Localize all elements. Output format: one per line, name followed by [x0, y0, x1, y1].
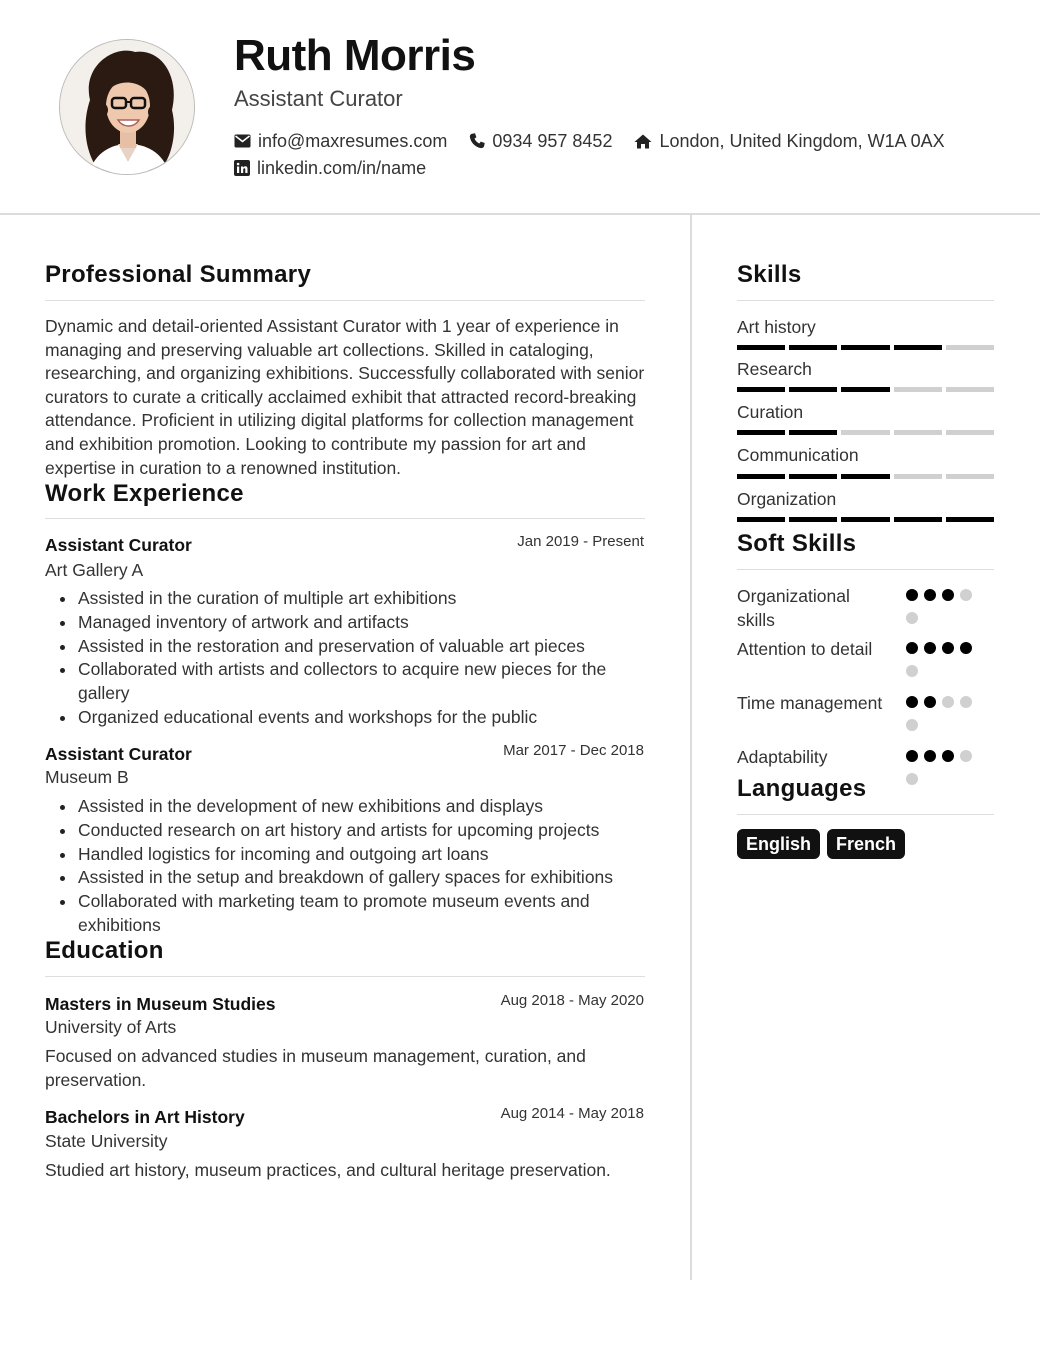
- list-item: Handled logistics for incoming and outgoing art loans: [78, 843, 643, 867]
- skill-level-bar: [737, 345, 994, 350]
- skill-name: Research: [737, 359, 812, 379]
- list-item: Collaborated with artists and collectors to acquire new pieces for the gallery: [78, 658, 643, 706]
- rating-dot-filled: [942, 642, 954, 654]
- skill-name: Art history: [737, 317, 816, 337]
- experience-rule: [45, 518, 645, 519]
- contact-email-text: info@maxresumes.com: [258, 131, 448, 151]
- skill-level-bar: [737, 430, 994, 435]
- list-item: Conducted research on art history and artists for upcoming projects: [78, 819, 643, 843]
- skill-segment-filled: [737, 430, 785, 435]
- school-name: State University: [45, 1131, 168, 1151]
- degree-description: Studied art history, museum practices, and cultural heritage preservation.: [45, 1160, 611, 1180]
- job-date: Jan 2019 - Present: [517, 533, 644, 550]
- rating-dot-filled: [906, 750, 918, 762]
- languages-rule: [737, 814, 994, 815]
- skill-level-bar: [737, 474, 994, 479]
- candidate-role: Assistant Curator: [234, 86, 403, 111]
- list-item: Assisted in the restoration and preservation of valuable art pieces: [78, 635, 643, 659]
- rating-dot-empty: [906, 773, 918, 785]
- soft-skill-name: Time management: [737, 693, 883, 713]
- soft-skill-name: Attention to detail: [737, 639, 873, 659]
- skills-heading: Skills: [737, 261, 802, 288]
- skill-segment-filled: [789, 387, 837, 392]
- education-heading: Education: [45, 937, 164, 964]
- contact-email[interactable]: [234, 130, 447, 152]
- contact-phone-text: 0934 957 8452: [492, 131, 613, 151]
- skill-segment-filled: [789, 517, 837, 522]
- skill-segment-filled: [737, 387, 785, 392]
- skill-segment-empty: [946, 430, 994, 435]
- language-tag-english: English: [737, 829, 820, 859]
- home-icon: [634, 134, 652, 149]
- degree-title: Bachelors in Art History: [45, 1107, 245, 1127]
- skill-segment-empty: [946, 474, 994, 479]
- contact-address-text: London, United Kingdom, W1A 0AX: [659, 131, 945, 151]
- rating-dot-empty: [960, 696, 972, 708]
- skill-segment-filled: [841, 517, 889, 522]
- school-name: University of Arts: [45, 1017, 177, 1037]
- rating-dot-filled: [906, 589, 918, 601]
- skill-segment-filled: [894, 345, 942, 350]
- contact-address: [634, 130, 944, 152]
- soft-skill-rating: [906, 642, 978, 677]
- soft-skill-rating: [906, 589, 978, 624]
- rating-dot-empty: [960, 589, 972, 601]
- skill-segment-filled: [841, 345, 889, 350]
- contact-row-primary: [234, 130, 967, 152]
- list-item: Managed inventory of artwork and artifacts: [78, 611, 643, 635]
- skill-segment-filled: [789, 474, 837, 479]
- list-item: Assisted in the curation of multiple art exhibitions: [78, 587, 643, 611]
- rating-dot-empty: [942, 696, 954, 708]
- skill-name: Curation: [737, 402, 804, 422]
- language-tags: [737, 829, 905, 859]
- soft-skill-rating: [906, 750, 978, 785]
- job-title: Assistant Curator: [45, 744, 192, 764]
- skill-segment-empty: [946, 387, 994, 392]
- skill-segment-filled: [737, 474, 785, 479]
- education-rule: [45, 976, 645, 977]
- skill-segment-filled: [737, 517, 785, 522]
- skill-segment-empty: [894, 387, 942, 392]
- rating-dot-filled: [960, 642, 972, 654]
- summary-text: Dynamic and detail-oriented Assistant Curator with 1 year of experience in managing and preserving valuable art collections. Skilled in cataloging, researching, and organizing exhibitions. Successfully collaborated with senior curators to curate a critically acclaimed exhibit that attracted record-breaking attendance. Proficient in utilizing digital platforms for collection management and exhibition promotion. Looking to contribute my passion for art and expertise in curation to a renowned institution.: [45, 316, 645, 478]
- skill-segment-empty: [946, 345, 994, 350]
- skill-segment-empty: [841, 430, 889, 435]
- rating-dot-filled: [924, 642, 936, 654]
- list-item: Collaborated with marketing team to promote museum events and exhibitions: [78, 890, 643, 938]
- languages-heading: Languages: [737, 775, 867, 802]
- job-organization: Museum B: [45, 767, 129, 787]
- job-bullets: [78, 587, 643, 730]
- rating-dot-empty: [906, 665, 918, 677]
- contact-row-secondary: [234, 157, 448, 179]
- skill-segment-filled: [894, 517, 942, 522]
- rating-dot-empty: [906, 612, 918, 624]
- skill-segment-empty: [894, 474, 942, 479]
- skill-segment-filled: [841, 474, 889, 479]
- rating-dot-filled: [942, 589, 954, 601]
- skills-rule: [737, 300, 994, 301]
- rating-dot-empty: [906, 719, 918, 731]
- rating-dot-empty: [960, 750, 972, 762]
- list-item: Assisted in the setup and breakdown of gallery spaces for exhibitions: [78, 866, 643, 890]
- contact-phone[interactable]: [469, 130, 612, 152]
- contact-linkedin[interactable]: [234, 157, 426, 179]
- soft-skill-rating: [906, 696, 978, 731]
- list-item: Assisted in the development of new exhibitions and displays: [78, 795, 643, 819]
- phone-icon: [469, 133, 485, 149]
- rating-dot-filled: [924, 750, 936, 762]
- candidate-name: Ruth Morris: [234, 31, 476, 80]
- soft-skill-name: Organizational skills: [737, 586, 850, 630]
- rating-dot-filled: [906, 642, 918, 654]
- linkedin-icon: [234, 160, 250, 176]
- summary-heading: Professional Summary: [45, 261, 312, 288]
- column-divider: [690, 215, 692, 1280]
- profile-photo: [59, 39, 195, 175]
- soft-skills-rule: [737, 569, 994, 570]
- job-bullets: [78, 795, 643, 938]
- job-title: Assistant Curator: [45, 535, 192, 555]
- rating-dot-filled: [924, 589, 936, 601]
- skill-segment-filled: [946, 517, 994, 522]
- skill-segment-filled: [789, 345, 837, 350]
- avatar-illustration: [60, 40, 195, 175]
- language-tag-french: French: [827, 829, 905, 859]
- contact-linkedin-text: linkedin.com/in/name: [257, 158, 427, 178]
- job-organization: Art Gallery A: [45, 560, 144, 580]
- experience-heading: Work Experience: [45, 480, 244, 507]
- rating-dot-filled: [906, 696, 918, 708]
- skill-name: Organization: [737, 489, 837, 509]
- skill-level-bar: [737, 517, 994, 522]
- skill-segment-filled: [841, 387, 889, 392]
- degree-description: Focused on advanced studies in museum management, curation, and preservation.: [45, 1046, 586, 1090]
- skill-segment-filled: [737, 345, 785, 350]
- soft-skills-heading: Soft Skills: [737, 530, 857, 557]
- list-item: Organized educational events and workshops for the public: [78, 706, 643, 730]
- skill-name: Communication: [737, 445, 859, 465]
- summary-rule: [45, 300, 645, 301]
- soft-skill-name: Adaptability: [737, 747, 828, 767]
- skill-level-bar: [737, 387, 994, 392]
- degree-date: Aug 2018 - May 2020: [500, 992, 644, 1009]
- rating-dot-filled: [924, 696, 936, 708]
- resume-header: [0, 0, 1040, 215]
- degree-date: Aug 2014 - May 2018: [500, 1105, 644, 1122]
- envelope-icon: [234, 134, 251, 148]
- degree-title: Masters in Museum Studies: [45, 994, 276, 1014]
- skill-segment-filled: [789, 430, 837, 435]
- job-date: Mar 2017 - Dec 2018: [503, 742, 644, 759]
- rating-dot-filled: [942, 750, 954, 762]
- skill-segment-empty: [894, 430, 942, 435]
